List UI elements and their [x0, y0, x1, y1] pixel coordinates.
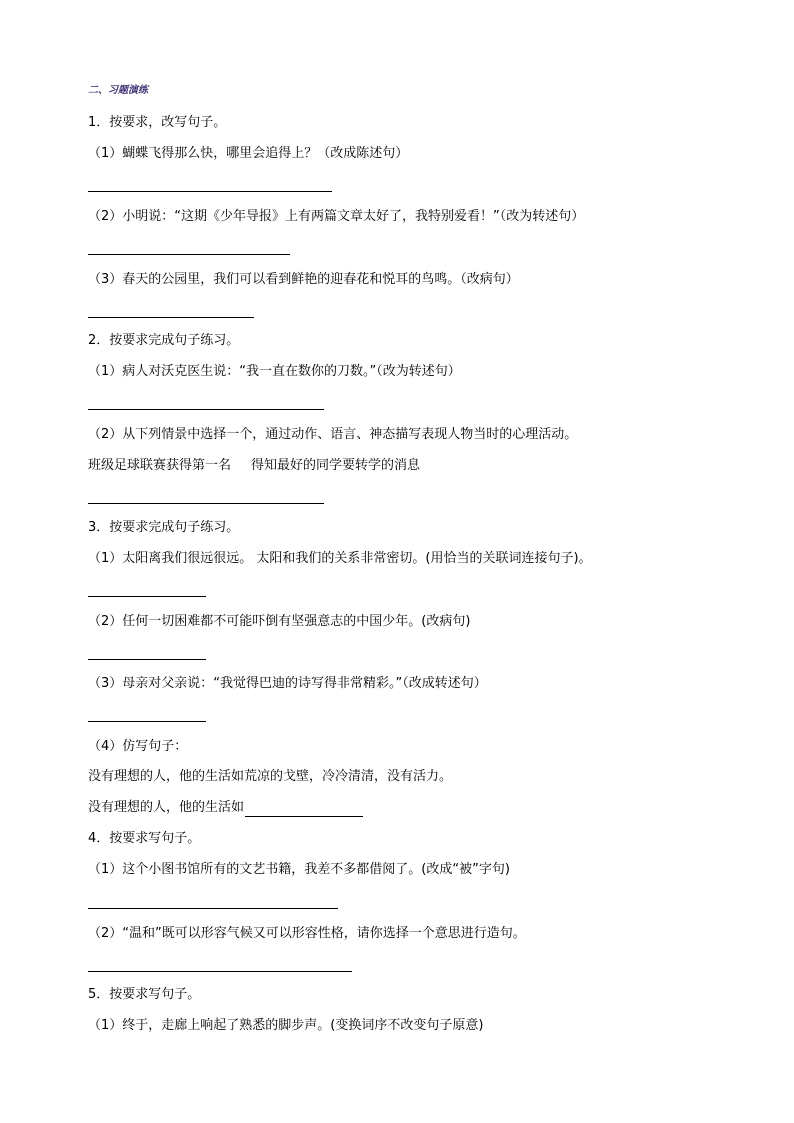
question-5-item-1: （1）终于，走廊上响起了熟悉的脚步声。(变换词序不改变句子原意) [88, 1018, 484, 1033]
option-a: 班级足球联赛获得第一名 [88, 458, 232, 473]
imitation-example: 没有理想的人，他的生活如荒凉的戈壁，冷冷清清，没有活力。 [88, 769, 453, 784]
answer-line-1-2[interactable] [88, 254, 290, 255]
question-4-item-1: （1）这个小图书馆所有的文艺书籍，我差不多都借阅了。(改成“被”字句) [88, 862, 510, 877]
question-4-title: 4．按要求写句子。 [88, 831, 201, 846]
question-1-title: 1．按要求，改写句子。 [88, 115, 227, 130]
question-2-title: 2．按要求完成句子练习。 [88, 333, 240, 348]
answer-line-4-2[interactable] [88, 971, 352, 972]
section-heading: 二、习题演练 [88, 85, 148, 96]
question-3-item-2: （2）任何一切困难都不可能吓倒有坚强意志的中国少年。(改病句) [88, 614, 471, 629]
question-3-item-3: （3）母亲对父亲说：“我觉得巴迪的诗写得非常精彩。”（改成转述句） [88, 676, 487, 691]
question-3-item-1: （1）太阳离我们很远很远。 太阳和我们的关系非常密切。(用恰当的关联词连接句子)。 [88, 551, 592, 566]
answer-line-3-1[interactable] [88, 596, 206, 597]
question-2-item-2: （2）从下列情景中选择一个，通过动作、语言、神态描写表现人物当时的心理活动。 [88, 427, 578, 442]
question-5-title: 5．按要求写句子。 [88, 987, 201, 1002]
answer-line-1-1[interactable] [88, 191, 332, 192]
answer-line-3-2[interactable] [88, 659, 206, 660]
answer-line-4-1[interactable] [88, 908, 338, 909]
question-2-options [88, 457, 420, 475]
answer-line-2-2[interactable] [88, 503, 324, 504]
question-2-item-1: （1）病人对沃克医生说：“我一直在数你的刀数。”（改为转述句） [88, 364, 461, 379]
question-3-item-4: （4）仿写句子： [88, 739, 188, 754]
question-1-item-3: （3）春天的公园里，我们可以看到鲜艳的迎春花和悦耳的鸟鸣。（改病句） [88, 272, 519, 287]
answer-line-1-3[interactable] [88, 317, 254, 318]
imitation-answer-blank[interactable] [245, 802, 363, 817]
option-b: 得知最好的同学要转学的消息 [251, 458, 421, 473]
question-1-item-1: （1）蝴蝶飞得那么快，哪里会追得上？（改成陈述句） [88, 146, 409, 161]
answer-line-2-1[interactable] [88, 409, 324, 410]
question-4-item-2: （2）“温和”既可以形容气候又可以形容性格，请你选择一个意思进行造句。 [88, 926, 526, 941]
imitation-prefix: 没有理想的人，他的生活如 [88, 800, 245, 815]
question-3-title: 3．按要求完成句子练习。 [88, 520, 240, 535]
question-1-item-2: （2）小明说：“这期《少年导报》上有两篇文章太好了，我特别爱看！”（改为转述句） [88, 209, 585, 224]
imitation-prompt [88, 799, 363, 817]
answer-line-3-3[interactable] [88, 721, 206, 722]
